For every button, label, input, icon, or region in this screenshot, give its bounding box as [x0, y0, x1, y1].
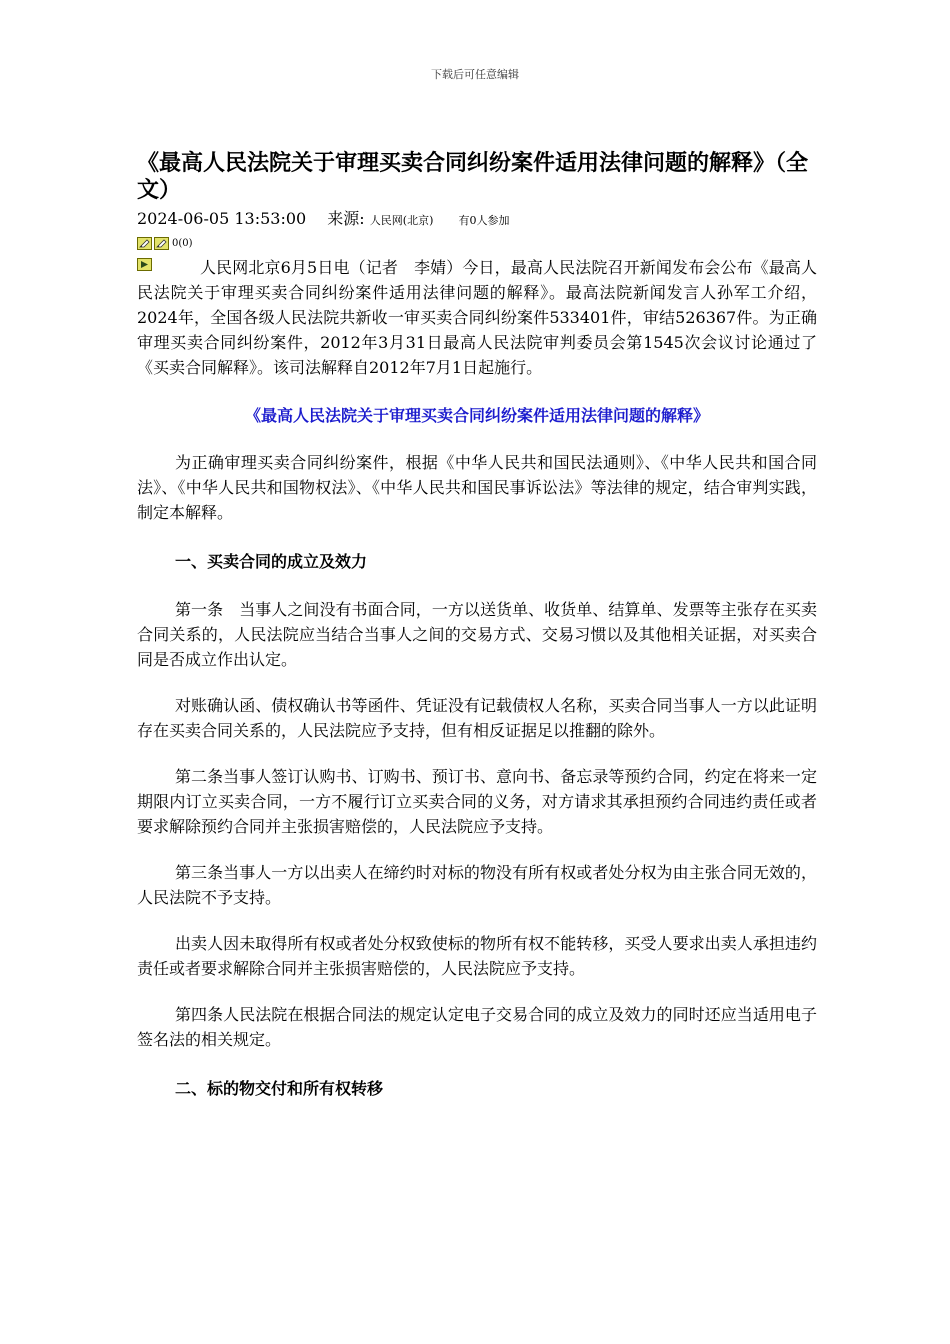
article-paragraph: 对账确认函、债权确认书等函件、凭证没有记载债权人名称，买卖合同当事人一方以此证明存在买卖合同关系的，人民法院应予支持，但有相反证据足以推翻的除外。	[137, 696, 817, 740]
icon-toolbar	[137, 234, 817, 252]
lead-text: 人民网北京6月5日电（记者 李婧）今日，最高人民法院召开新闻发布会公布《最高人民法院关于审理买卖合同纠纷案件适用法律问题的解释》。最高法院新闻发言人孙军工介绍，2024年，全国各级人民法院共新收一审买卖合同纠纷案件533401件，审结526367件。为正确审理买卖合同纠纷案件，2012年3月31日最高人民法院审判委员会第1545次会议讨论通过了《买卖合同解释》。该司法解释自2012年7月1日起施行。	[137, 258, 817, 377]
comment-counts: 0(0)	[172, 237, 193, 249]
article-paragraph: 第三条当事人一方以出卖人在缔约时对标的物没有所有权或者处分权为由主张合同无效的，人民法院不予支持。	[137, 863, 817, 907]
edit-icon[interactable]	[137, 237, 152, 250]
article-paragraph: 第四条人民法院在根据合同法的规定认定电子交易合同的成立及效力的同时还应当适用电子签名法的相关规定。	[137, 1005, 817, 1049]
article-paragraph: 第一条 当事人之间没有书面合同，一方以送货单、收货单、结算单、发票等主张存在买卖合同关系的，人民法院应当结合当事人之间的交易方式、交易习惯以及其他相关证据，对买卖合同是否成立作出认定。	[137, 600, 817, 669]
source-label: 来源:	[327, 209, 365, 228]
participants-count[interactable]: 有0人参加	[458, 214, 510, 227]
article	[137, 150, 817, 1101]
article-title: 《最高人民法院关于审理买卖合同纠纷案件适用法律问题的解释》（全文）	[137, 151, 809, 203]
article-paragraph: 出卖人因未取得所有权或者处分权致使标的物所有权不能转移，买受人要求出卖人承担违约责任或者要求解除合同并主张损害赔偿的，人民法院应予支持。	[137, 934, 817, 978]
source-link[interactable]: 人民网(北京)	[369, 214, 434, 227]
intro-paragraph: 为正确审理买卖合同纠纷案件，根据《中华人民共和国民法通则》、《中华人民共和国合同法》、《中华人民共和国物权法》、《中华人民共和国民事诉讼法》等法律的规定，结合审判实践，制定本解释。	[137, 453, 817, 522]
document-subtitle: 《最高人民法院关于审理买卖合同纠纷案件适用法律问题的解释》	[244, 406, 709, 425]
article-meta	[137, 208, 817, 232]
section-heading: 二、标的物交付和所有权转移	[175, 1079, 384, 1098]
lead-paragraph	[137, 255, 817, 380]
edit-icon[interactable]	[154, 237, 169, 250]
article-paragraph: 第二条当事人签订认购书、订购书、预订书、意向书、备忘录等预约合同，约定在将来一定期限内订立买卖合同，一方不履行订立买卖合同的义务，对方请求其承担预约合同违约责任或者要求解除预约合同并主张损害赔偿的，人民法院应予支持。	[137, 767, 817, 836]
arrow-icon	[137, 258, 152, 271]
section-heading: 一、买卖合同的成立及效力	[175, 552, 368, 571]
header-note: 下载后可任意编辑	[431, 68, 519, 81]
publish-datetime: 2024-06-05 13:53:00	[137, 209, 307, 228]
